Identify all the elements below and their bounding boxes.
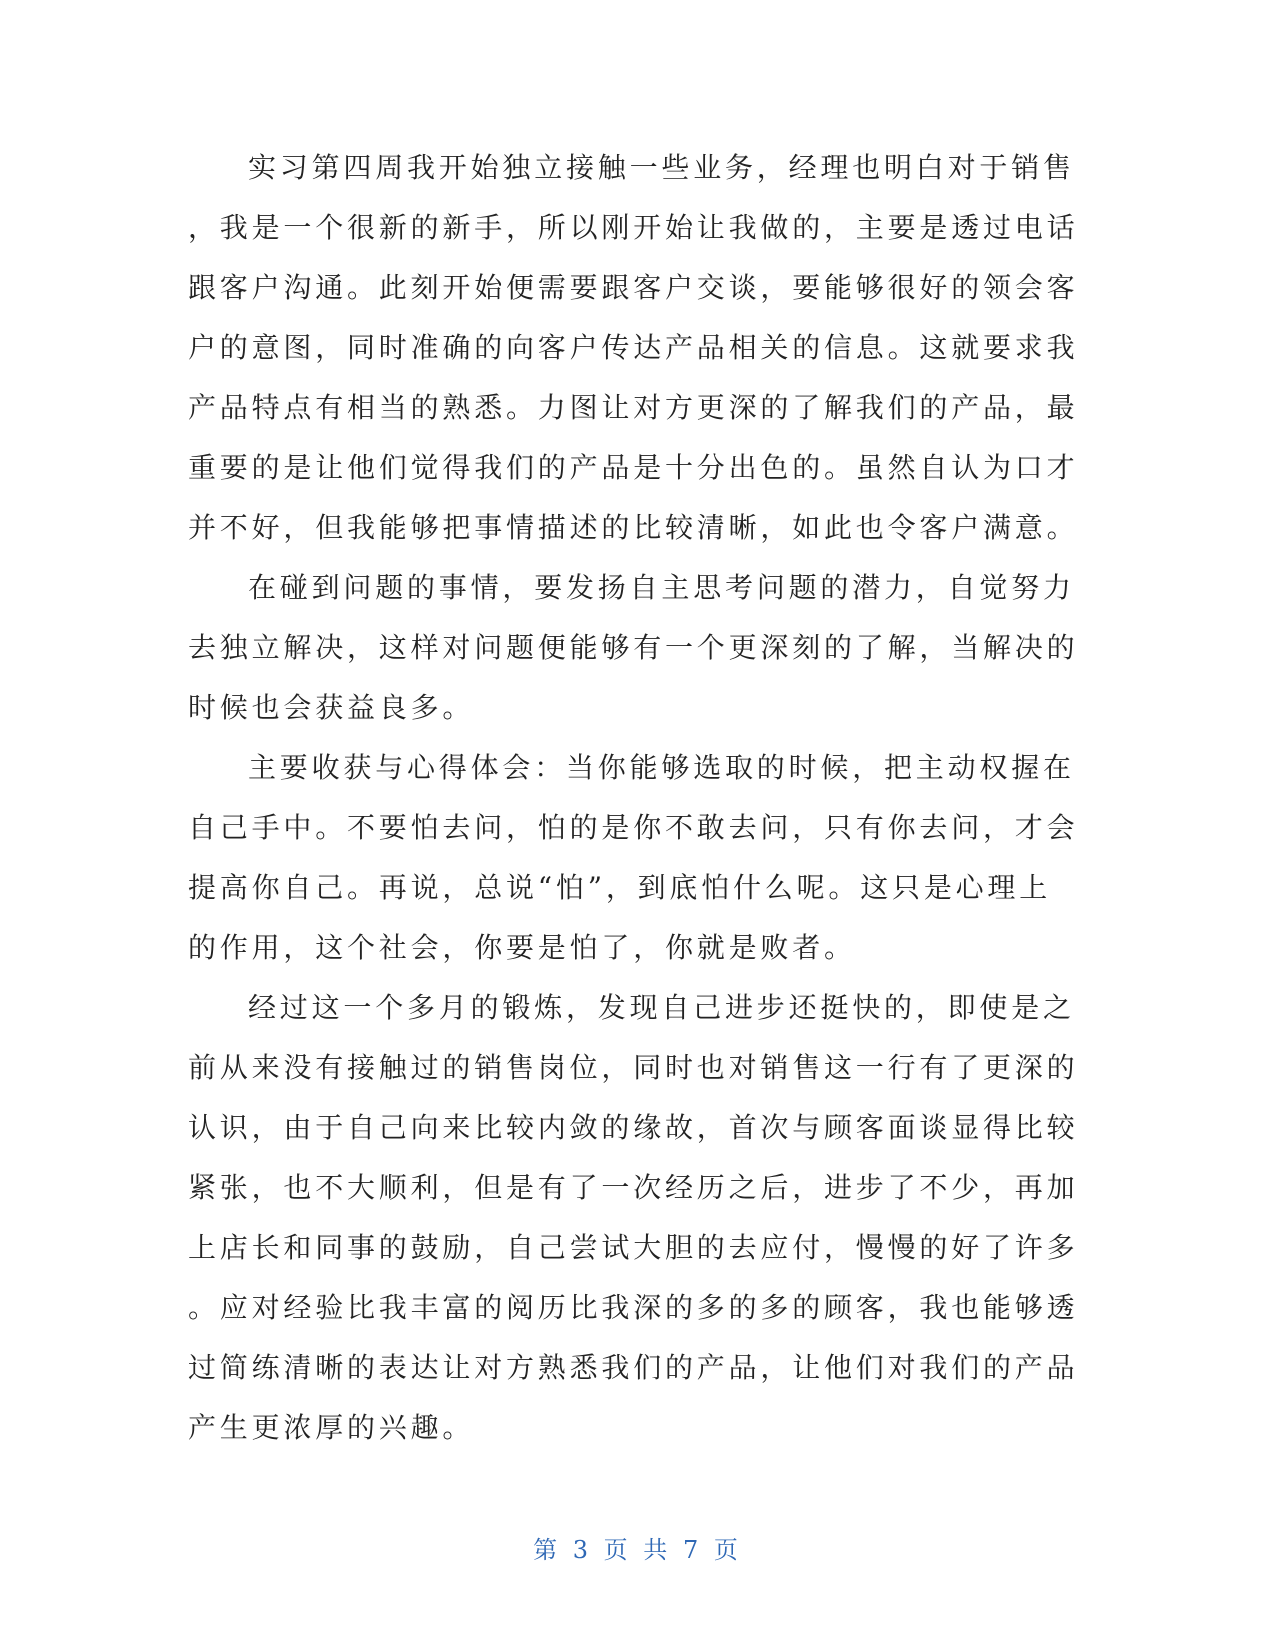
- paragraph-line: 前从来没有接触过的销售岗位，同时也对销售这一行有了更深的: [188, 1051, 1079, 1084]
- paragraph-line: 实习第四周我开始独立接触一些业务，经理也明白对于销售: [248, 151, 1075, 184]
- paragraph-line: 提高你自己。再说，总说“怕”，到底怕什么呢。这只是心理上: [188, 871, 1052, 904]
- paragraph-line: 紧张，也不大顺利，但是有了一次经历之后，进步了不少，再加: [188, 1171, 1079, 1204]
- paragraph-line: 在碰到问题的事情，要发扬自主思考问题的潜力，自觉努力: [248, 571, 1075, 604]
- paragraph-line: 跟客户沟通。此刻开始便需要跟客户交谈，要能够很好的领会客: [188, 271, 1079, 304]
- paragraph-line: 自己手中。不要怕去问，怕的是你不敢去问，只有你去问，才会: [188, 811, 1079, 844]
- paragraph-line: 的作用，这个社会，你要是怕了，你就是败者。: [188, 931, 856, 964]
- paragraph-3: [188, 738, 1079, 978]
- paragraph-line: ，我是一个很新的新手，所以刚开始让我做的，主要是透过电话: [188, 211, 1079, 244]
- paragraph-line: 重要的是让他们觉得我们的产品是十分出色的。虽然自认为口才: [188, 451, 1079, 484]
- paragraph-line: 时候也会获益良多。: [188, 691, 475, 724]
- page-number-footer: 第 3 页 共 7 页: [533, 1536, 742, 1564]
- paragraph-line: 上店长和同事的鼓励，自己尝试大胆的去应付，慢慢的好了许多: [188, 1231, 1079, 1264]
- paragraph-line: 认识，由于自己向来比较内敛的缘故，首次与顾客面谈显得比较: [188, 1111, 1079, 1144]
- paragraph-line: 去独立解决，这样对问题便能够有一个更深刻的了解，当解决的: [188, 631, 1079, 664]
- paragraph-line: 并不好，但我能够把事情描述的比较清晰，如此也令客户满意。: [188, 511, 1079, 544]
- paragraph-2: [188, 558, 1079, 738]
- paragraph-line: 产品特点有相当的熟悉。力图让对方更深的了解我们的产品，最: [188, 391, 1079, 424]
- paragraph-line: 经过这一个多月的锻炼，发现自己进步还挺快的，即使是之: [248, 991, 1075, 1024]
- paragraph-line: 主要收获与心得体会：当你能够选取的时候，把主动权握在: [248, 751, 1075, 784]
- document-body: [188, 138, 1079, 1458]
- paragraph-line: 产生更浓厚的兴趣。: [188, 1411, 475, 1444]
- paragraph-line: 过简练清晰的表达让对方熟悉我们的产品，让他们对我们的产品: [188, 1351, 1079, 1384]
- paragraph-4: [188, 978, 1079, 1458]
- paragraph-line: 。应对经验比我丰富的阅历比我深的多的多的顾客，我也能够透: [188, 1291, 1079, 1324]
- paragraph-line: 户的意图，同时准确的向客户传达产品相关的信息。这就要求我: [188, 331, 1079, 364]
- paragraph-1: [188, 138, 1079, 558]
